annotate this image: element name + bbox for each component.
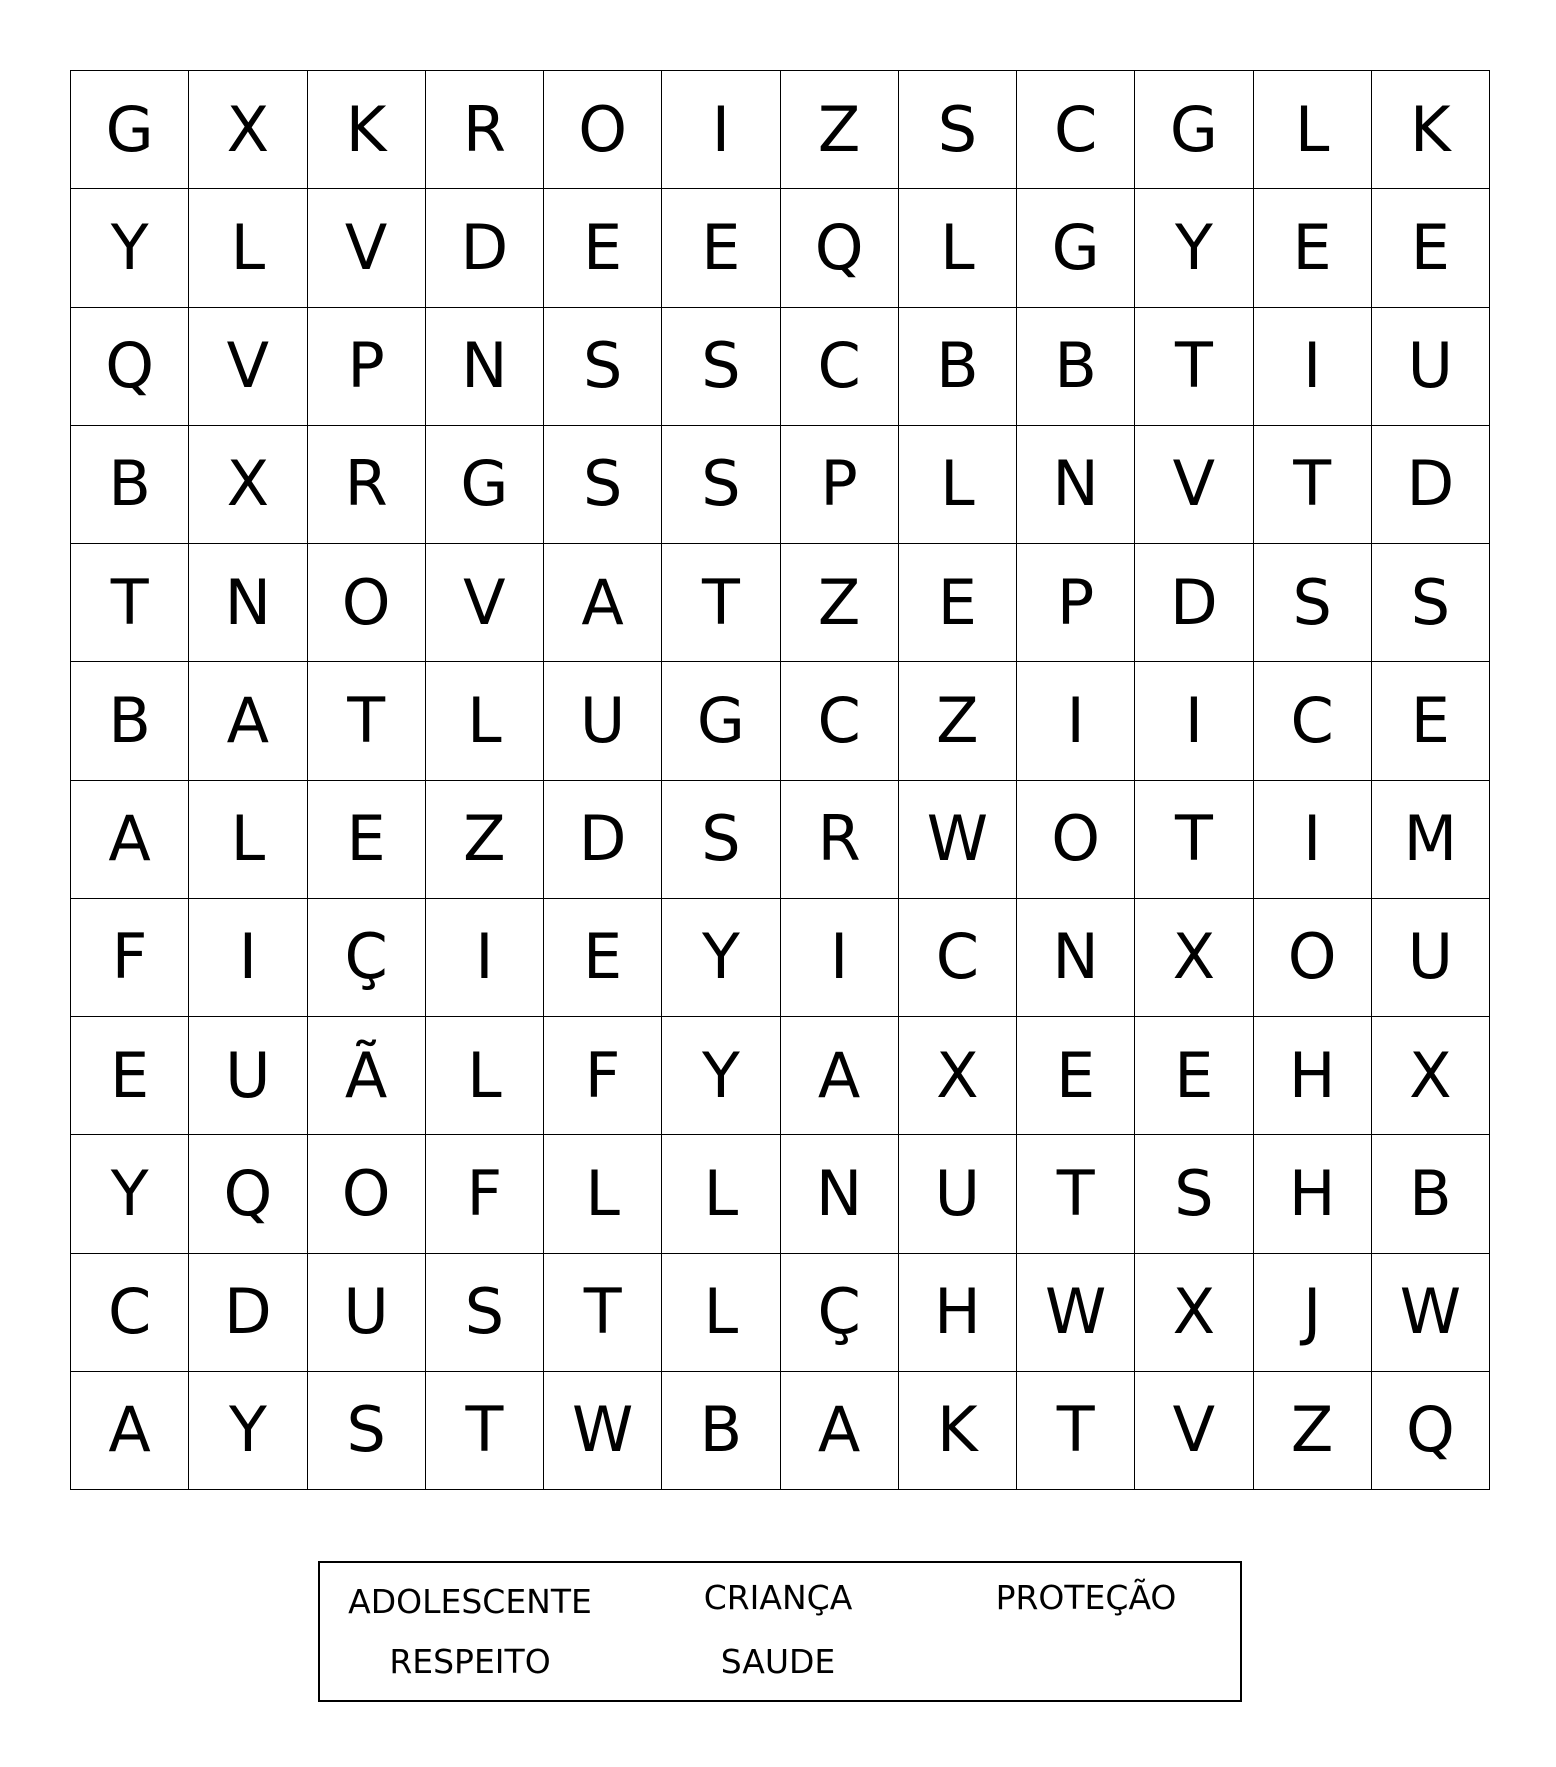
grid-cell[interactable]: E — [544, 899, 662, 1017]
grid-cell[interactable]: T — [1017, 1135, 1135, 1253]
grid-cell[interactable]: C — [899, 899, 1017, 1017]
grid-cell[interactable]: N — [426, 308, 544, 426]
grid-cell[interactable]: K — [1372, 71, 1490, 189]
grid-cell[interactable]: Z — [1254, 1372, 1372, 1490]
grid-cell[interactable]: S — [1372, 544, 1490, 662]
grid-cell[interactable]: K — [899, 1372, 1017, 1490]
grid-cell[interactable]: Q — [189, 1135, 307, 1253]
grid-cell[interactable]: C — [1017, 71, 1135, 189]
grid-cell[interactable]: T — [1254, 426, 1372, 544]
grid-cell[interactable]: Y — [71, 1135, 189, 1253]
grid-cell[interactable]: P — [308, 308, 426, 426]
grid-cell[interactable]: L — [426, 662, 544, 780]
grid-cell[interactable]: T — [1017, 1372, 1135, 1490]
grid-cell[interactable]: L — [1254, 71, 1372, 189]
grid-cell[interactable]: A — [544, 544, 662, 662]
grid-cell[interactable]: G — [662, 662, 780, 780]
grid-cell[interactable]: E — [899, 544, 1017, 662]
grid-cell[interactable]: Z — [781, 544, 899, 662]
word-list-item: RESPEITO — [389, 1642, 551, 1681]
grid-cell[interactable]: T — [544, 1254, 662, 1372]
grid-cell[interactable]: D — [189, 1254, 307, 1372]
grid-cell[interactable]: W — [899, 781, 1017, 899]
grid-cell[interactable]: L — [899, 189, 1017, 307]
grid-cell[interactable]: B — [71, 426, 189, 544]
grid-cell[interactable]: B — [662, 1372, 780, 1490]
grid-cell[interactable]: S — [899, 71, 1017, 189]
grid-cell[interactable]: Ã — [308, 1017, 426, 1135]
word-list-item: CRIANÇA — [703, 1578, 853, 1617]
grid-cell[interactable]: S — [1254, 544, 1372, 662]
grid-cell[interactable]: T — [71, 544, 189, 662]
grid-cell[interactable]: Q — [71, 308, 189, 426]
grid-cell[interactable]: C — [71, 1254, 189, 1372]
grid-cell[interactable]: T — [662, 544, 780, 662]
grid-cell[interactable]: T — [308, 662, 426, 780]
grid-cell[interactable]: L — [899, 426, 1017, 544]
grid-cell[interactable]: X — [189, 71, 307, 189]
grid-cell[interactable]: F — [71, 899, 189, 1017]
grid-cell[interactable]: W — [544, 1372, 662, 1490]
grid-cell[interactable]: V — [426, 544, 544, 662]
grid-cell[interactable]: X — [1135, 1254, 1253, 1372]
grid-cell[interactable]: I — [781, 899, 899, 1017]
grid-cell[interactable]: E — [1254, 189, 1372, 307]
grid-cell[interactable]: Ç — [308, 899, 426, 1017]
grid-cell[interactable]: I — [662, 71, 780, 189]
grid-cell[interactable]: L — [544, 1135, 662, 1253]
grid-cell[interactable]: W — [1017, 1254, 1135, 1372]
grid-cell[interactable]: E — [544, 189, 662, 307]
grid-cell[interactable]: S — [544, 426, 662, 544]
grid-cell[interactable]: G — [71, 71, 189, 189]
grid-cell[interactable]: E — [1017, 1017, 1135, 1135]
grid-cell[interactable]: G — [1017, 189, 1135, 307]
grid-cell[interactable]: B — [1017, 308, 1135, 426]
grid-cell[interactable]: U — [899, 1135, 1017, 1253]
grid-cell[interactable]: I — [426, 899, 544, 1017]
grid-cell[interactable]: B — [1372, 1135, 1490, 1253]
grid-cell[interactable]: D — [1135, 544, 1253, 662]
grid-cell[interactable]: Y — [1135, 189, 1253, 307]
grid-cell[interactable]: F — [426, 1135, 544, 1253]
grid-cell[interactable]: L — [189, 189, 307, 307]
grid-cell[interactable]: U — [1372, 899, 1490, 1017]
grid-cell[interactable]: H — [899, 1254, 1017, 1372]
grid-cell[interactable]: X — [1372, 1017, 1490, 1135]
grid-cell[interactable]: U — [544, 662, 662, 780]
grid-cell[interactable]: G — [1135, 71, 1253, 189]
grid-cell[interactable]: I — [1254, 308, 1372, 426]
grid-cell[interactable]: U — [189, 1017, 307, 1135]
grid-cell[interactable]: E — [1372, 662, 1490, 780]
grid-cell[interactable]: Z — [781, 71, 899, 189]
grid-cell[interactable]: X — [189, 426, 307, 544]
grid-cell[interactable]: O — [1254, 899, 1372, 1017]
grid-cell[interactable]: E — [1372, 189, 1490, 307]
grid-cell[interactable]: S — [1135, 1135, 1253, 1253]
grid-cell[interactable]: M — [1372, 781, 1490, 899]
word-list-box — [318, 1561, 1242, 1702]
grid-cell[interactable]: X — [1135, 899, 1253, 1017]
grid-cell[interactable]: S — [662, 426, 780, 544]
grid-cell[interactable]: V — [308, 189, 426, 307]
grid-cell[interactable]: O — [308, 1135, 426, 1253]
grid-cell[interactable]: O — [1017, 781, 1135, 899]
grid-cell[interactable]: B — [899, 308, 1017, 426]
grid-cell[interactable]: N — [189, 544, 307, 662]
grid-cell[interactable]: N — [781, 1135, 899, 1253]
grid-cell[interactable]: I — [1135, 662, 1253, 780]
grid-cell[interactable]: S — [662, 308, 780, 426]
grid-cell[interactable]: J — [1254, 1254, 1372, 1372]
grid-cell[interactable]: P — [781, 426, 899, 544]
grid-cell[interactable]: L — [662, 1254, 780, 1372]
grid-cell[interactable]: C — [781, 308, 899, 426]
grid-cell[interactable]: V — [1135, 1372, 1253, 1490]
grid-cell[interactable]: V — [189, 308, 307, 426]
grid-cell[interactable]: L — [189, 781, 307, 899]
grid-cell[interactable]: R — [781, 781, 899, 899]
word-list-item: ADOLESCENTE — [348, 1582, 592, 1621]
word-search-grid — [70, 70, 1490, 1490]
grid-cell[interactable]: W — [1372, 1254, 1490, 1372]
grid-cell[interactable]: X — [899, 1017, 1017, 1135]
grid-cell[interactable]: D — [544, 781, 662, 899]
grid-cell[interactable]: D — [1372, 426, 1490, 544]
word-list-item: SAUDE — [720, 1642, 836, 1681]
grid-cell[interactable]: Y — [662, 1017, 780, 1135]
grid-cell[interactable]: E — [662, 189, 780, 307]
grid-cell[interactable]: S — [544, 308, 662, 426]
grid-cell[interactable]: A — [189, 662, 307, 780]
grid-cell[interactable]: U — [308, 1254, 426, 1372]
grid-cell[interactable]: Z — [899, 662, 1017, 780]
grid-cell[interactable]: T — [1135, 308, 1253, 426]
grid-cell[interactable]: S — [308, 1372, 426, 1490]
grid-cell[interactable]: R — [308, 426, 426, 544]
grid-cell[interactable]: Q — [1372, 1372, 1490, 1490]
grid-cell[interactable]: N — [1017, 426, 1135, 544]
grid-cell[interactable]: T — [1135, 781, 1253, 899]
grid-cell[interactable]: D — [426, 189, 544, 307]
grid-cell[interactable]: P — [1017, 544, 1135, 662]
grid-cell[interactable]: Y — [662, 899, 780, 1017]
grid-cell[interactable]: A — [71, 781, 189, 899]
grid-cell[interactable]: I — [189, 899, 307, 1017]
grid-cell[interactable]: R — [426, 71, 544, 189]
grid-cell[interactable]: Z — [426, 781, 544, 899]
grid-cell[interactable]: A — [781, 1372, 899, 1490]
grid-cell[interactable]: H — [1254, 1017, 1372, 1135]
grid-cell[interactable]: B — [71, 662, 189, 780]
grid-cell[interactable]: E — [1135, 1017, 1253, 1135]
grid-cell[interactable]: Y — [71, 189, 189, 307]
grid-cell[interactable]: N — [1017, 899, 1135, 1017]
word-list-item: PROTEÇÃO — [995, 1578, 1177, 1617]
grid-cell[interactable]: U — [1372, 308, 1490, 426]
grid-cell[interactable]: Ç — [781, 1254, 899, 1372]
grid-cell[interactable]: I — [1254, 781, 1372, 899]
grid-cell[interactable]: O — [308, 544, 426, 662]
grid-cell[interactable]: S — [662, 781, 780, 899]
grid-cell[interactable]: A — [71, 1372, 189, 1490]
grid-cell[interactable]: V — [1135, 426, 1253, 544]
grid-cell[interactable]: T — [426, 1372, 544, 1490]
grid-cell[interactable]: S — [426, 1254, 544, 1372]
grid-cell[interactable]: O — [544, 71, 662, 189]
grid-cell[interactable]: C — [1254, 662, 1372, 780]
grid-cell[interactable]: E — [308, 781, 426, 899]
grid-cell[interactable]: I — [1017, 662, 1135, 780]
grid-cell[interactable]: L — [426, 1017, 544, 1135]
grid-cell[interactable]: F — [544, 1017, 662, 1135]
grid-cell[interactable]: E — [71, 1017, 189, 1135]
grid-cell[interactable]: A — [781, 1017, 899, 1135]
grid-cell[interactable]: Y — [189, 1372, 307, 1490]
grid-cell[interactable]: Q — [781, 189, 899, 307]
grid-cell[interactable]: C — [781, 662, 899, 780]
grid-cell[interactable]: H — [1254, 1135, 1372, 1253]
grid-cell[interactable]: L — [662, 1135, 780, 1253]
grid-cell[interactable]: G — [426, 426, 544, 544]
grid-cell[interactable]: K — [308, 71, 426, 189]
